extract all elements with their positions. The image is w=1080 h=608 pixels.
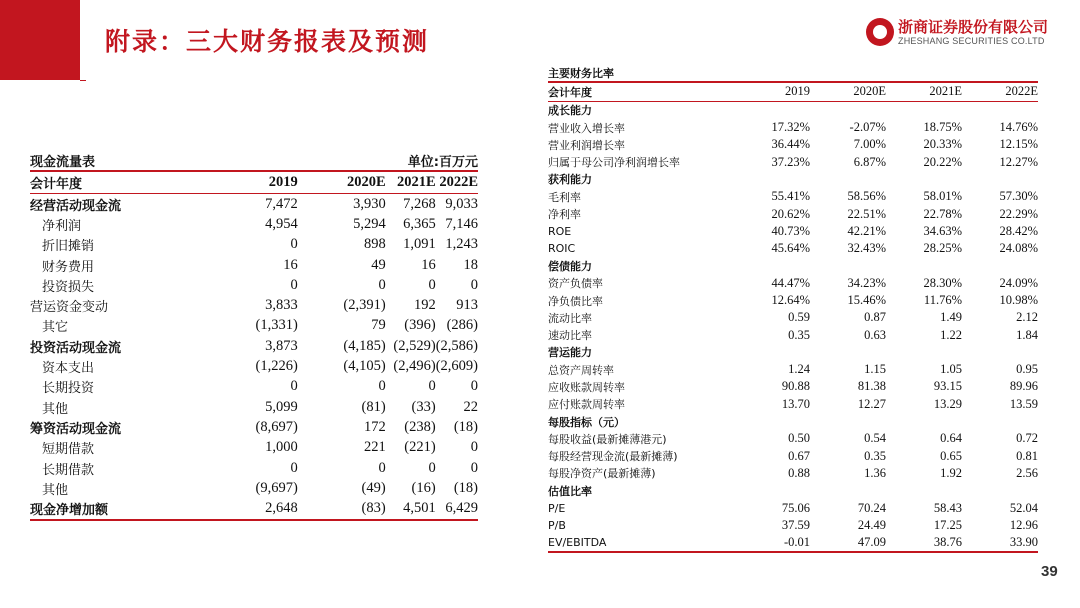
cashflow-cell: 18 [463, 256, 478, 273]
ratios-cell: 28.30% [923, 275, 962, 290]
ratios-cell [738, 482, 810, 499]
ratios-cell: 13.70 [781, 396, 810, 411]
cashflow-row [30, 316, 478, 336]
cashflow-row [30, 255, 478, 275]
ratios-header-label: 会计年度 [548, 82, 738, 101]
ratios-cell: -0.01 [738, 534, 810, 552]
ratios-section-row [548, 101, 1038, 119]
ratios-cell [962, 482, 1038, 499]
cashflow-cell: (396) [404, 317, 436, 334]
ratios-cell: 40.73% [771, 223, 810, 238]
ratios-row-label: 归属于母公司净利润增长率 [548, 156, 680, 170]
ratios-row-label: P/B [548, 518, 566, 532]
ratios-year: 2019 [738, 82, 810, 101]
ratios-row-label: 偿债能力 [548, 259, 592, 273]
ratios-cell: 58.56% [847, 189, 886, 204]
ratios-cell: 93.15 [933, 379, 962, 394]
cashflow-cell: (9,697) [255, 479, 298, 496]
cashflow-cell: 4,501 [386, 498, 436, 519]
cashflow-cell: 6,365 [403, 215, 436, 232]
ratios-row-label: P/E [548, 501, 566, 515]
cashflow-row-label: 筹资活动现金流 [30, 421, 122, 437]
cashflow-cell: 6,429 [436, 498, 478, 519]
cashflow-cell: 1,243 [445, 236, 478, 253]
ratios-cell: 38.76 [886, 534, 962, 552]
ratios-cell: 0.65 [940, 448, 962, 463]
cashflow-cell: 7,472 [265, 195, 298, 212]
cashflow-cell: 9,033 [445, 195, 478, 212]
cashflow-cell: 0 [378, 276, 386, 293]
ratios-cell: 12.96 [1009, 517, 1038, 532]
ratios-row-label: 资产负债率 [548, 277, 603, 291]
ratios-cell [810, 413, 886, 430]
company-logo [866, 16, 1066, 50]
cashflow-row [30, 235, 478, 255]
ratios-cell: 1.05 [940, 362, 962, 377]
cashflow-cell: 79 [371, 317, 386, 334]
cashflow-cell: 7,146 [445, 215, 478, 232]
cashflow-cell: 49 [371, 256, 386, 273]
cashflow-cell: 0 [378, 378, 386, 395]
ratios-row [548, 517, 1038, 534]
cashflow-cell: 0 [290, 459, 298, 476]
ratios-cell: 1.49 [940, 310, 962, 325]
ratios-cell [886, 101, 962, 119]
ratios-cell: 42.21% [847, 223, 886, 238]
ratios-cell: 1.36 [864, 465, 886, 480]
cashflow-cell: (16) [411, 479, 436, 496]
cashflow-cell: 0 [290, 236, 298, 253]
ratios-row-label: 获利能力 [548, 173, 592, 187]
ratios-cell [810, 101, 886, 119]
cashflow-row [30, 417, 478, 437]
ratios-row [548, 275, 1038, 292]
cashflow-cell: 0 [470, 459, 478, 476]
ratios-row-label: 应收账款周转率 [548, 380, 625, 394]
ratios-cell: 57.30% [999, 189, 1038, 204]
logo-mark-icon [866, 18, 894, 46]
cashflow-row [30, 478, 478, 498]
ratios-cell: 28.25% [923, 241, 962, 256]
ratios-cell: 7.00% [853, 137, 886, 152]
cashflow-cell: 4,954 [265, 215, 298, 232]
ratios-header-row [548, 82, 1038, 101]
ratios-cell: -2.07% [849, 120, 886, 135]
cashflow-row [30, 397, 478, 417]
cashflow-cell: 172 [363, 418, 386, 435]
ratios-cell: 13.29 [933, 396, 962, 411]
ratios-year: 2021E [886, 82, 962, 101]
ratios-cell [962, 257, 1038, 274]
ratios-cell: 12.15% [999, 137, 1038, 152]
ratios-cell: 0.67 [788, 448, 810, 463]
cashflow-row-label: 财务费用 [42, 259, 95, 275]
ratios-cell: 22.29% [999, 206, 1038, 221]
ratios-cell: 0.63 [864, 327, 886, 342]
ratios-row [548, 448, 1038, 465]
ratios-row-label: 营业收入增长率 [548, 121, 625, 135]
cashflow-row-label: 长期投资 [42, 381, 95, 397]
cashflow-cell: 913 [456, 297, 478, 314]
ratios-cell: 12.27 [857, 396, 886, 411]
ratios-row-label: 每股指标（元） [548, 415, 625, 429]
ratios-cell [738, 171, 810, 188]
cashflow-cell: 3,873 [265, 337, 298, 354]
cashflow-row [30, 295, 478, 315]
cashflow-row-label: 其他 [42, 482, 69, 498]
cashflow-cell: (4,105) [343, 358, 386, 375]
ratios-cell [738, 257, 810, 274]
ratios-cell [886, 482, 962, 499]
cashflow-cell: 3,833 [265, 297, 298, 314]
cashflow-row-label: 现金净增加额 [30, 498, 210, 519]
ratios-row [548, 292, 1038, 309]
cashflow-cell: 5,099 [265, 398, 298, 415]
ratios-row [548, 119, 1038, 136]
cashflow-cell: (221) [404, 439, 436, 456]
ratios-cell: 10.98% [999, 293, 1038, 307]
cashflow-row [30, 275, 478, 295]
ratios-cell: 47.09 [810, 534, 886, 552]
corner-rule [80, 80, 86, 81]
ratios-cell: 58.43 [933, 500, 962, 515]
ratios-row [548, 223, 1038, 240]
ratios-cell [886, 413, 962, 430]
cashflow-cell: 0 [290, 378, 298, 395]
ratios-cell: 32.43% [847, 241, 886, 256]
ratios-cell: 20.62% [771, 206, 810, 221]
ratios-cell [886, 257, 962, 274]
ratios-cell: 12.64% [771, 293, 810, 307]
ratios-cell: 11.76% [923, 293, 962, 307]
cashflow-cell: 0 [470, 439, 478, 456]
page-number: 39 [1041, 563, 1058, 580]
ratios-cell [810, 344, 886, 361]
cashflow-cell: (238) [404, 418, 436, 435]
ratios-cell: 22.78% [923, 206, 962, 221]
ratios-cell [810, 257, 886, 274]
cashflow-title-row [30, 150, 478, 171]
ratios-cell [962, 171, 1038, 188]
ratios-cell: 2.12 [1016, 310, 1038, 325]
ratios-row-label: 流动比率 [548, 311, 592, 325]
ratios-cell: 70.24 [857, 500, 886, 515]
slide-title: 附录：三大财务报表及预测 [105, 27, 430, 56]
cashflow-cell: (8,697) [255, 418, 298, 435]
cashflow-cell: (286) [446, 317, 478, 334]
ratios-title-row [548, 64, 1038, 82]
cashflow-year: 2021E [386, 171, 436, 194]
ratios-cell [962, 344, 1038, 361]
ratios-cell [962, 413, 1038, 430]
cashflow-row [30, 356, 478, 376]
ratios-cell: 34.63% [923, 223, 962, 238]
cashflow-row-label: 净利润 [42, 218, 82, 234]
ratios-row-label: ROE [548, 224, 572, 238]
cashflow-cell: 192 [413, 297, 436, 314]
ratios-section-row [548, 171, 1038, 188]
ratios-cell: 2.56 [1016, 465, 1038, 480]
ratios-cell [738, 101, 810, 119]
ratios-cell: 81.38 [857, 379, 886, 394]
ratios-row-label: 总资产周转率 [548, 363, 614, 377]
ratios-cell: 22.51% [847, 206, 886, 221]
ratios-section-row [548, 344, 1038, 361]
ratios-cell: 17.32% [771, 120, 810, 135]
cashflow-cell: 0 [428, 276, 436, 293]
ratios-cell: 20.22% [923, 154, 962, 169]
ratios-cell [962, 101, 1038, 119]
cashflow-row-label: 长期借款 [42, 462, 95, 478]
cashflow-cell: (18) [453, 418, 478, 435]
cashflow-cell: (2,496) [393, 358, 436, 375]
ratios-year: 2022E [962, 82, 1038, 101]
ratios-cell: 33.90 [962, 534, 1038, 552]
cashflow-cell: (81) [361, 398, 386, 415]
ratios-row-label: 营运能力 [548, 346, 592, 360]
cashflow-cell: 7,268 [403, 195, 436, 212]
cashflow-row [30, 377, 478, 397]
ratios-row-label: 毛利率 [548, 190, 581, 204]
cashflow-cell: (2,391) [343, 297, 386, 314]
ratios-row [548, 136, 1038, 153]
ratios-cell: 0.95 [1016, 362, 1038, 377]
ratios-row [548, 205, 1038, 222]
cashflow-cell: 16 [421, 256, 436, 273]
cashflow-row [30, 458, 478, 478]
ratios-section-row [548, 482, 1038, 499]
cashflow-cell: 0 [428, 378, 436, 395]
ratios-row [548, 499, 1038, 516]
cashflow-header-row [30, 171, 478, 194]
cashflow-cell: 0 [428, 459, 436, 476]
cashflow-row-label: 短期借款 [42, 442, 95, 458]
ratios-cell: 55.41% [771, 189, 810, 204]
cashflow-cell: 22 [463, 398, 478, 415]
ratios-cell: 1.84 [1016, 327, 1038, 342]
cashflow-table [30, 150, 478, 521]
ratios-row-label: 每股经营现金流(最新摊薄) [548, 450, 678, 464]
ratios-cell: 58.01% [923, 189, 962, 204]
ratios-row [548, 378, 1038, 395]
ratios-cell [886, 171, 962, 188]
ratios-cell: 0.88 [788, 465, 810, 480]
cashflow-row [30, 498, 478, 519]
ratios-cell: 0.50 [788, 431, 810, 446]
cashflow-row [30, 194, 478, 215]
cashflow-cell: 5,294 [353, 215, 386, 232]
cashflow-row [30, 438, 478, 458]
ratios-cell: 20.33% [923, 137, 962, 152]
ratios-title: 主要财务比率 [548, 66, 614, 80]
ratios-cell: 1.15 [864, 362, 886, 377]
ratios-row-label: EV/EBITDA [548, 534, 738, 552]
ratios-cell: 0.35 [788, 327, 810, 342]
cashflow-row [30, 214, 478, 234]
ratios-cell: 6.87% [853, 154, 886, 169]
corner-block [0, 0, 80, 80]
ratios-cell: 37.59 [781, 517, 810, 532]
ratios-row-label: 净利率 [548, 208, 581, 222]
ratios-cell: 0.81 [1016, 448, 1038, 463]
cashflow-row-label: 经营活动现金流 [30, 198, 122, 214]
cashflow-cell: (49) [361, 479, 386, 496]
ratios-cell: 45.64% [771, 241, 810, 256]
cashflow-title: 现金流量表 [30, 154, 96, 170]
cashflow-cell: 1,091 [403, 236, 436, 253]
ratios-cell: 1.24 [788, 362, 810, 377]
cashflow-cell: 898 [363, 236, 386, 253]
ratios-cell: 90.88 [781, 379, 810, 394]
cashflow-row-label: 资本支出 [42, 361, 95, 377]
ratios-row-label: 营业利润增长率 [548, 138, 625, 152]
ratios-cell: 0.35 [864, 448, 886, 463]
cashflow-cell: 0 [470, 276, 478, 293]
ratios-cell [738, 413, 810, 430]
cashflow-row-label: 投资损失 [42, 279, 95, 295]
cashflow-cell: 1,000 [265, 439, 298, 456]
cashflow-cell: 2,648 [210, 498, 298, 519]
ratios-cell: 24.09% [999, 275, 1038, 290]
ratios-cell: 0.54 [864, 431, 886, 446]
cashflow-cell: 16 [283, 256, 298, 273]
cashflow-cell: 0 [470, 378, 478, 395]
cashflow-year: 2020E [298, 171, 386, 194]
cashflow-cell: (1,226) [255, 358, 298, 375]
cashflow-cell: (4,185) [343, 337, 386, 354]
ratios-cell: 28.42% [999, 223, 1038, 238]
cashflow-cell: (2,609) [435, 358, 478, 375]
ratios-section-row [548, 413, 1038, 430]
cashflow-cell: (1,331) [255, 317, 298, 334]
cashflow-row-label: 投资活动现金流 [30, 340, 122, 356]
ratios-cell: 36.44% [771, 137, 810, 152]
ratios-row-label: 速动比率 [548, 329, 592, 343]
ratios-cell: 13.59 [1009, 396, 1038, 411]
cashflow-cell: (33) [411, 398, 436, 415]
ratios-row [548, 430, 1038, 447]
ratios-cell: 0.72 [1016, 431, 1038, 446]
ratios-cell: 14.76% [999, 120, 1038, 135]
cashflow-cell: 0 [378, 459, 386, 476]
ratios-cell: 17.25 [933, 517, 962, 532]
ratios-cell: 0.59 [788, 310, 810, 325]
ratios-cell: 15.46% [847, 293, 886, 307]
cashflow-cell: 3,930 [353, 195, 386, 212]
ratios-row [548, 396, 1038, 413]
ratios-cell: 1.92 [940, 465, 962, 480]
cashflow-row-label: 其他 [42, 401, 69, 417]
ratios-row-label: 估值比率 [548, 484, 592, 498]
ratios-row [548, 188, 1038, 205]
ratios-cell: 34.23% [847, 275, 886, 290]
company-name-cn: 浙商证券股份有限公司 [898, 18, 1049, 36]
ratios-row-label: 净负债比率 [548, 294, 603, 308]
ratios-row-label: 应付账款周转率 [548, 398, 625, 412]
cashflow-unit: 单位:百万元 [407, 154, 478, 170]
ratios-cell: 52.04 [1009, 500, 1038, 515]
cashflow-cell: 221 [363, 439, 386, 456]
cashflow-row-label: 其它 [42, 320, 69, 336]
ratios-row-label: 每股净资产(最新摊薄) [548, 467, 656, 481]
ratios-row-label: 每股收益(最新摊薄港元) [548, 432, 667, 446]
ratios-row [548, 465, 1038, 482]
ratios-row-label: 成长能力 [548, 104, 592, 118]
ratios-row [548, 240, 1038, 257]
cashflow-year: 2019 [210, 171, 298, 194]
ratios-row-label: ROIC [548, 242, 576, 256]
ratios-row [548, 153, 1038, 170]
cashflow-cell: (2,586) [435, 337, 478, 354]
cashflow-row-label: 折旧摊销 [42, 239, 95, 255]
ratios-row [548, 309, 1038, 326]
cashflow-year: 2022E [436, 171, 478, 194]
ratios-table [548, 64, 1038, 553]
ratios-cell: 0.87 [864, 310, 886, 325]
ratios-cell: 75.06 [781, 500, 810, 515]
cashflow-cell: 0 [290, 276, 298, 293]
ratios-cell: 24.08% [999, 241, 1038, 256]
ratios-cell [738, 344, 810, 361]
ratios-cell: 24.49 [857, 517, 886, 532]
ratios-cell: 12.27% [999, 154, 1038, 169]
ratios-row [548, 534, 1038, 552]
ratios-row [548, 326, 1038, 343]
ratios-cell: 37.23% [771, 154, 810, 169]
ratios-cell [810, 482, 886, 499]
cashflow-cell: (18) [453, 479, 478, 496]
company-name-en: ZHESHANG SECURITIES CO.LTD [898, 36, 1045, 46]
ratios-cell: 18.75% [923, 120, 962, 135]
ratios-row [548, 361, 1038, 378]
cashflow-row [30, 336, 478, 356]
ratios-cell: 44.47% [771, 275, 810, 290]
ratios-cell [810, 171, 886, 188]
ratios-section-row [548, 257, 1038, 274]
ratios-cell: 89.96 [1009, 379, 1038, 394]
ratios-cell: 1.22 [940, 327, 962, 342]
ratios-year: 2020E [810, 82, 886, 101]
cashflow-row-label: 营运资金变动 [30, 300, 109, 316]
cashflow-cell: (83) [298, 498, 386, 519]
ratios-cell: 0.64 [940, 431, 962, 446]
cashflow-header-label: 会计年度 [30, 171, 210, 194]
ratios-cell [886, 344, 962, 361]
cashflow-cell: (2,529) [393, 337, 436, 354]
